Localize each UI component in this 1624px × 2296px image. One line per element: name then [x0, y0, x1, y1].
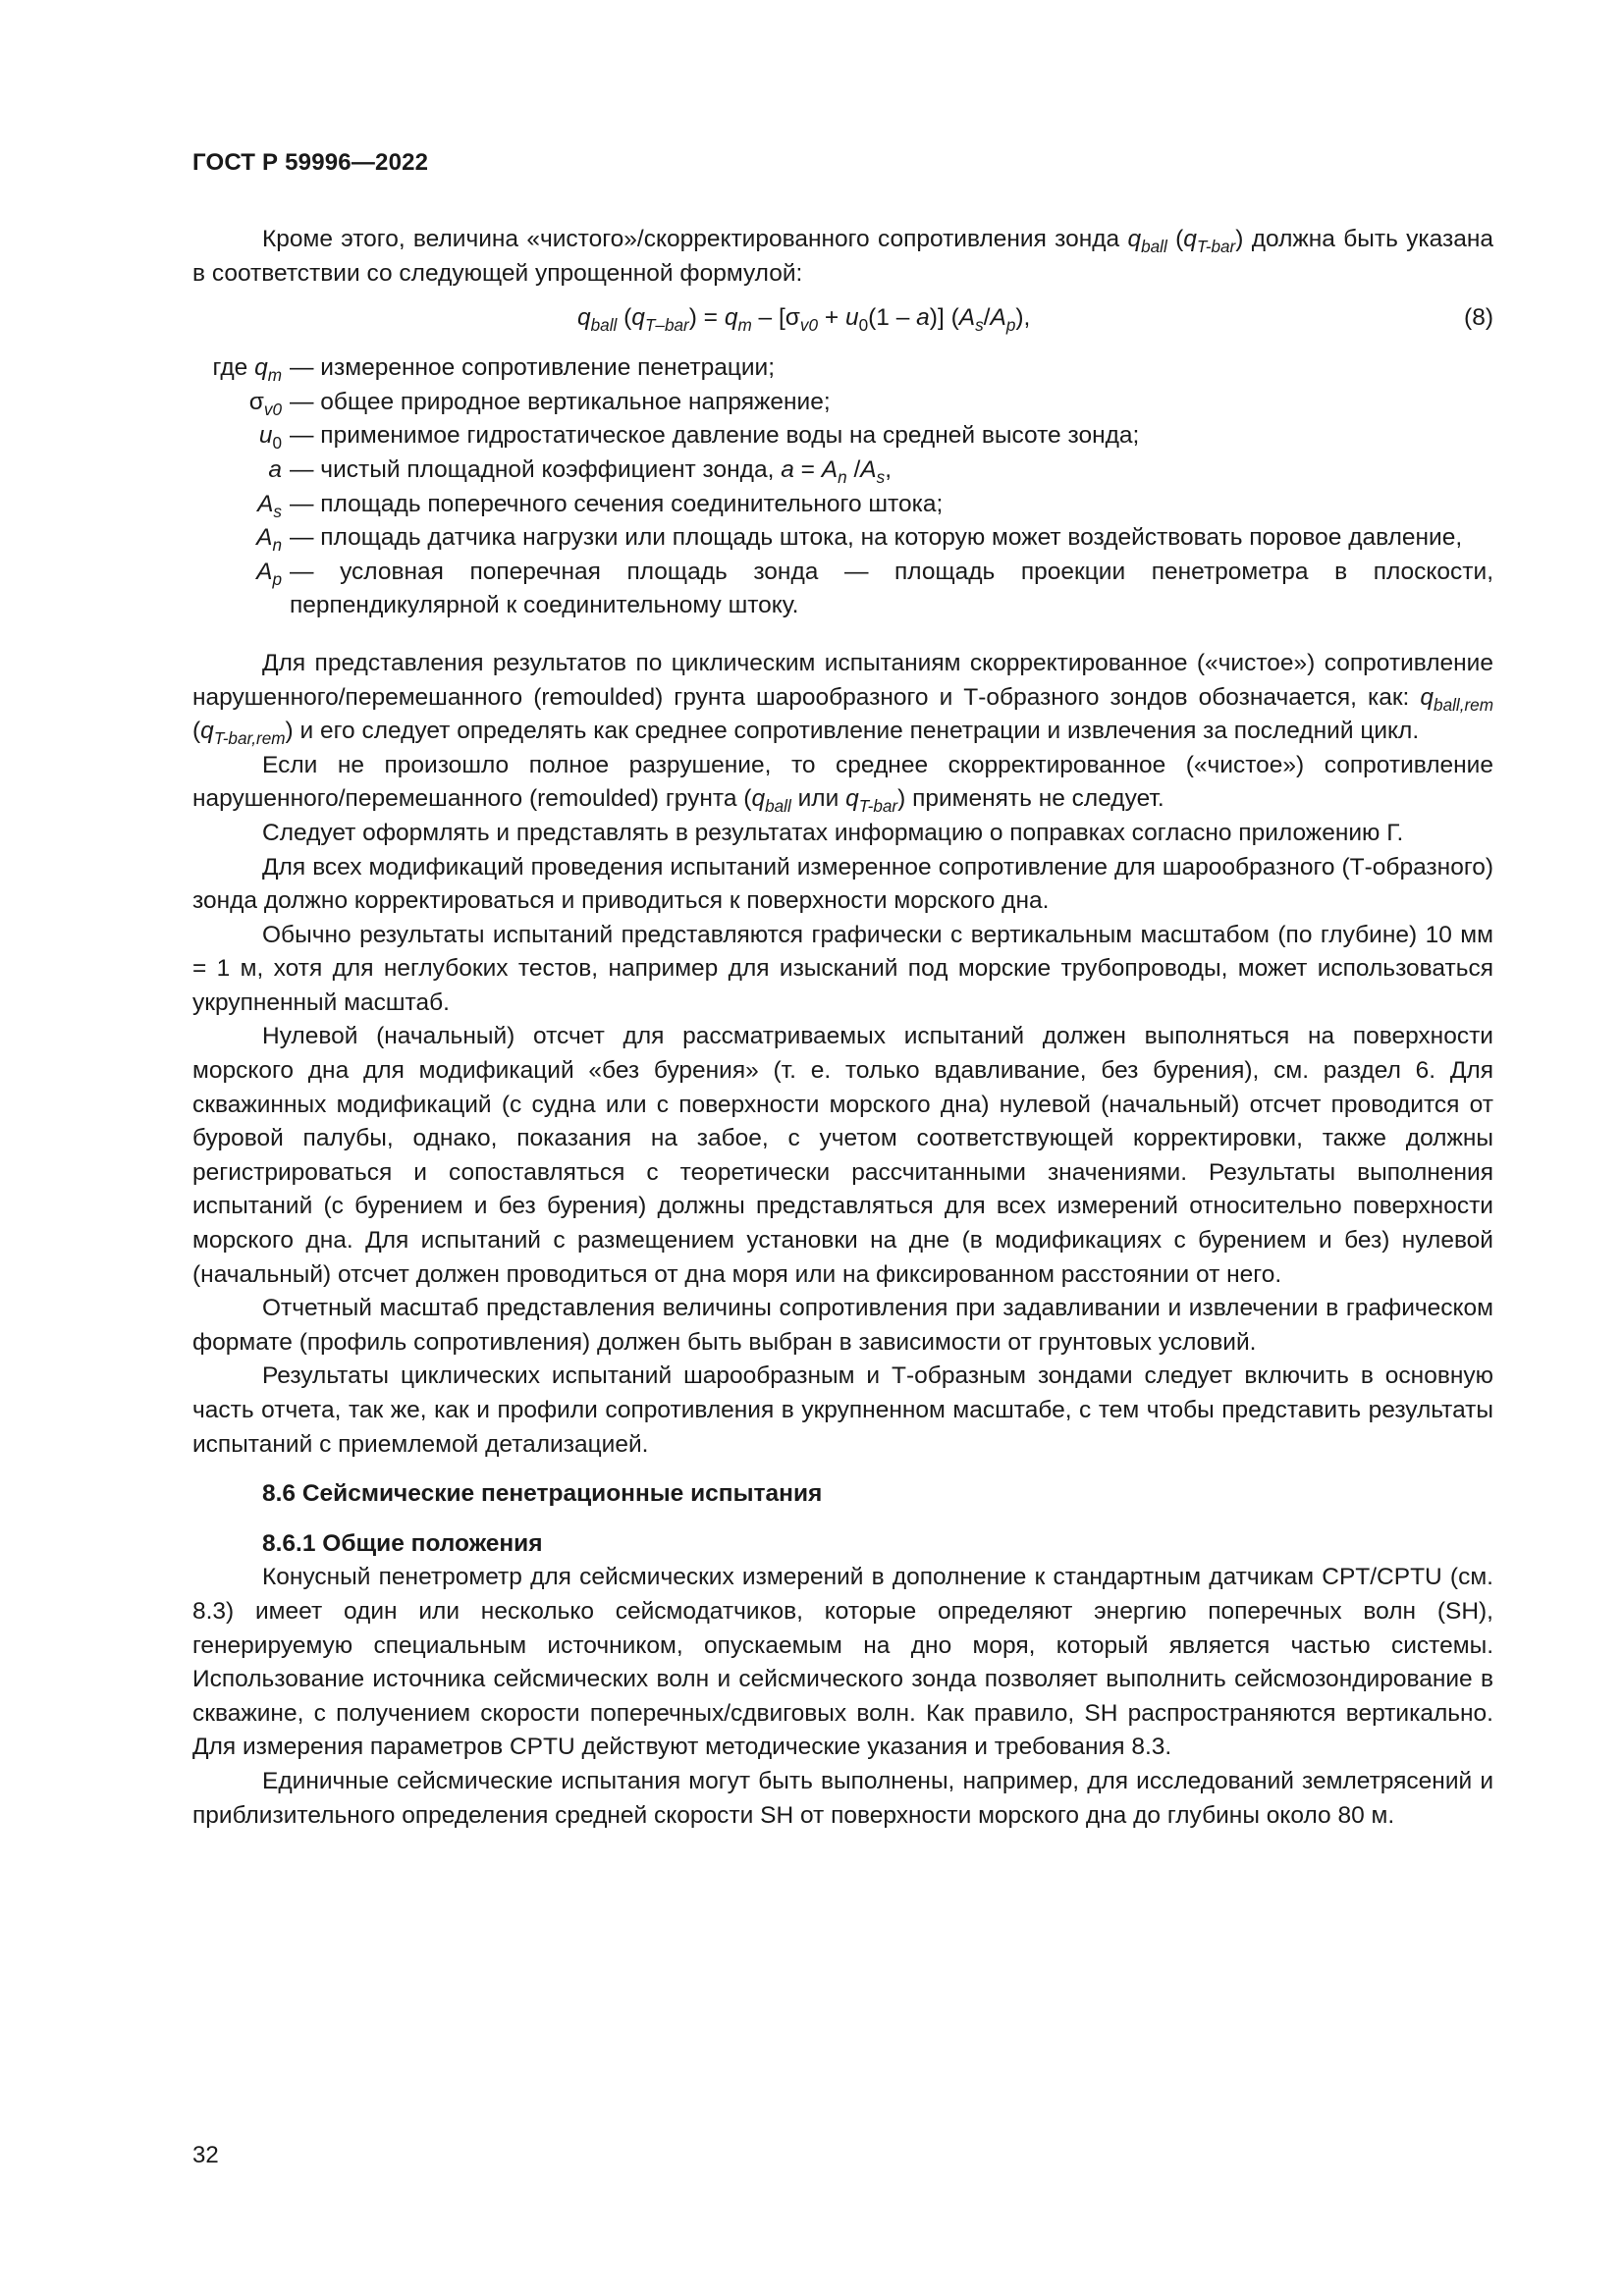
- f-m: m: [737, 315, 752, 336]
- def-text: [290, 454, 1493, 488]
- def-sym-A: A: [256, 558, 273, 585]
- f-q2: q: [631, 304, 645, 332]
- paragraph-seismic-cone: Конусный пенетрометр для сейсмических измерений в дополнение к стандартным датчикам CPT/CPTU (см. 8.3) имеет один или несколько сейсмодатчиков, которые определяют энергию поперечных волн (SH), генерируемую специальным источником, опускаемым на дно моря, который является частью системы. Использование источника сейсмических волн и сейсмического зонда позволяет выполнить сейсмозондирование в скважине, с получением скорости поперечных/сдвиговых волн. Как правило, SH распространяются вертикально. Для измерения параметров CPTU действуют методические указания и требования 8.3.: [192, 1564, 1493, 1761]
- def-sym-sigma: σ: [248, 388, 264, 415]
- subscript-tbar: T-bar: [1196, 237, 1236, 256]
- page-number: 32: [192, 2142, 219, 2168]
- intro-text-2: ) должна быть указана в соответствии со следующей упрощенной формулой:: [192, 226, 1493, 287]
- symbol-q: q: [1420, 683, 1435, 711]
- subscript-tbar: T-bar: [858, 796, 898, 817]
- symbol-q2: q: [845, 785, 859, 813]
- f-slash: /: [983, 304, 991, 332]
- subscript-ball: ball: [765, 796, 791, 817]
- definition-a: [192, 454, 1493, 488]
- symbol-q: q: [751, 785, 766, 813]
- def-symbol: [192, 351, 290, 386]
- paragraph-corrections: Следует оформлять и представлять в результатах информацию о поправках согласно приложению Г.: [262, 819, 1404, 846]
- def-sym-q: q: [254, 354, 268, 382]
- f-v0: v0: [799, 315, 819, 336]
- def-text: — общее природное вертикальное напряжение;: [290, 388, 831, 415]
- paragraph-zero-reading: Нулевой (начальный) отсчет для рассматриваемых испытаний должен выполняться на поверхности морского дна для модификаций «без бурения» (т. е. только вдавливание, без бурения), см. раздел 6. Для скважинных модификаций (с судна или с поверхности морского дна) нулевой (начальный) отсчет проводится от буровой палубы, однако, показания на забое, с учетом соответствующей корректировки, также должны регистрироваться и сопоставляться с теоретически рассчитанными значениями. Результаты выполнения испытаний (с бурением и без бурения) должны представляться для всех измерений относительно поверхности морского дна. Для испытаний с размещением установки на дне (в модификациях с бурением и без) нулевой (начальный) отсчет должен проводиться от дна моря или на фиксированном расстоянии от него.: [192, 1023, 1493, 1288]
- f-p6: )] (: [929, 304, 959, 332]
- intro-paren: (: [1166, 226, 1184, 252]
- def-sym-A: A: [257, 490, 274, 517]
- document-body: [192, 223, 1493, 1833]
- def-a-n: n: [838, 466, 847, 487]
- f-q: q: [577, 304, 591, 332]
- subscript-tbar-rem: T-bar,rem: [213, 728, 286, 749]
- symbol-q2: q: [200, 718, 214, 745]
- definition-qm: [192, 351, 1493, 386]
- f-u: u: [844, 304, 859, 332]
- def-sub-s: s: [273, 501, 282, 521]
- para1-paren: (: [192, 718, 201, 745]
- def-text: — площадь поперечного сечения соединительного штока;: [290, 490, 944, 517]
- def-sym-a: a: [268, 455, 282, 483]
- def-a-An: A: [821, 455, 839, 483]
- formula-number: (8): [1464, 304, 1493, 332]
- def-text: — измеренное сопротивление пенетрации;: [290, 354, 776, 382]
- subscript-ball-rem: ball,rem: [1434, 694, 1493, 715]
- para2-text-2: ) применять не следует.: [897, 785, 1164, 813]
- def-text: — применимое гидростатическое давление воды на средней высоте зонда;: [290, 422, 1140, 450]
- intro-text-1: Кроме этого, величина «чистого»/скорректированного сопротивления зонда: [262, 226, 1128, 252]
- paragraph-single-seismic: Единичные сейсмические испытания могут быть выполнены, например, для исследований землетрясений и приблизительного определения средней скорости SH от поверхности морского дна до глубины около 80 м.: [192, 1767, 1493, 1829]
- def-sub-v0: v0: [263, 399, 282, 419]
- f-zero: 0: [858, 315, 869, 336]
- paragraph-cyclic: [192, 647, 1493, 749]
- f-p1: (: [617, 304, 632, 332]
- f-p7: ),: [1015, 304, 1031, 332]
- f-qm: q: [724, 304, 738, 332]
- definition-sv0: [192, 386, 1493, 420]
- section-heading-8-6-1: 8.6.1 Общие положения: [262, 1529, 543, 1557]
- definitions-list: [192, 351, 1493, 623]
- def-sub-0: 0: [272, 433, 282, 454]
- symbol-q-tbar: q: [1183, 226, 1197, 252]
- def-a-s: s: [876, 466, 886, 487]
- def-sub-p: p: [272, 568, 282, 589]
- def-a-text: — чистый площадной коэффициент зонда,: [290, 455, 782, 483]
- formula-8: [192, 291, 1493, 346]
- def-text: — площадь датчика нагрузки или площадь штока, на которую может воздействовать поровое давление,: [290, 524, 1463, 552]
- def-sub-n: n: [272, 535, 282, 556]
- f-A1: A: [958, 304, 976, 332]
- def-a-As: A: [860, 455, 877, 483]
- intro-paragraph: [192, 223, 1493, 291]
- f-p3: – [σ: [751, 304, 800, 332]
- def-sub-m: m: [267, 365, 282, 386]
- def-symbol: [192, 556, 290, 623]
- subscript-ball: ball: [1141, 237, 1167, 256]
- paragraph-modifications: Для всех модификаций проведения испытаний измеренное сопротивление для шарообразного (Т-образного) зонда должно корректироваться и приводиться к поверхности морского дна.: [192, 853, 1493, 915]
- def-symbol: [192, 386, 290, 420]
- definition-u0: [192, 419, 1493, 454]
- def-symbol: [192, 521, 290, 556]
- def-sym-u: u: [258, 422, 273, 450]
- paragraph-graphic-scale: Обычно результаты испытаний представляются графически с вертикальным масштабом (по глубине) 10 мм = 1 м, хотя для неглубоких тестов, например для изысканий под морские трубопроводы, может использоваться укрупненный масштаб.: [192, 921, 1493, 1016]
- definition-An: [192, 521, 1493, 556]
- def-a-end: ,: [885, 455, 893, 483]
- f-a: a: [916, 304, 930, 332]
- paragraph-cyclic-results: Результаты циклических испытаний шарообразным и Т-образным зондами следует включить в основную часть отчета, так же, как и профили сопротивления в укрупненном масштабе, с тем чтобы представить результаты испытаний с приемлемой детализацией.: [192, 1362, 1493, 1458]
- para1-text-1: Для представления результатов по циклическим испытаниям скорректированное («чистое») сопротивление нарушенного/перемешанного (remoulded) грунта шарообразного и Т-образного зондов обозначается, как:: [192, 649, 1493, 711]
- formula-expression: [577, 291, 1030, 346]
- def-text: — условная поперечная площадь зонда — площадь проекции пенетрометра в плоскости, перпендикулярной к соединительному штоку.: [290, 558, 1493, 619]
- f-tbar: T–bar: [644, 315, 689, 336]
- f-p4: +: [818, 304, 845, 332]
- symbol-q-ball: q: [1127, 226, 1142, 252]
- section-heading-8-6: 8.6 Сейсмические пенетрационные испытания: [262, 1480, 823, 1508]
- def-symbol: [192, 454, 290, 488]
- f-s: s: [975, 315, 984, 336]
- def-a-slash: /: [846, 455, 861, 483]
- def-a-eq: =: [793, 455, 822, 483]
- para1-text-2: ) и его следует определять как среднее сопротивление пенетрации и извлечения за последний цикл.: [285, 718, 1420, 745]
- definition-Ap: [192, 556, 1493, 623]
- def-a-a: a: [781, 455, 794, 483]
- f-ball: ball: [590, 315, 618, 336]
- para2-or: или: [790, 785, 846, 813]
- def-symbol: [192, 419, 290, 454]
- f-p: p: [1005, 315, 1016, 336]
- para2-text-1: Если не произошло полное разрушение, то среднее скорректированное («чистое») сопротивление нарушенного/перемешанного (remoulded) грунта (: [192, 751, 1493, 813]
- paragraph-failure: [192, 749, 1493, 817]
- f-A2: A: [990, 304, 1006, 332]
- def-symbol: [192, 488, 290, 522]
- def-sym-A: A: [256, 524, 273, 552]
- document-header: ГОСТ Р 59996—2022: [192, 149, 429, 176]
- def-where: где: [212, 354, 255, 382]
- definition-As: [192, 488, 1493, 522]
- f-p5: (1 –: [868, 304, 917, 332]
- f-p2: ) =: [688, 304, 725, 332]
- paragraph-report-scale: Отчетный масштаб представления величины сопротивления при задавливании и извлечении в графическом формате (профиль сопротивления) должен быть выбран в зависимости от грунтовых условий.: [192, 1295, 1493, 1356]
